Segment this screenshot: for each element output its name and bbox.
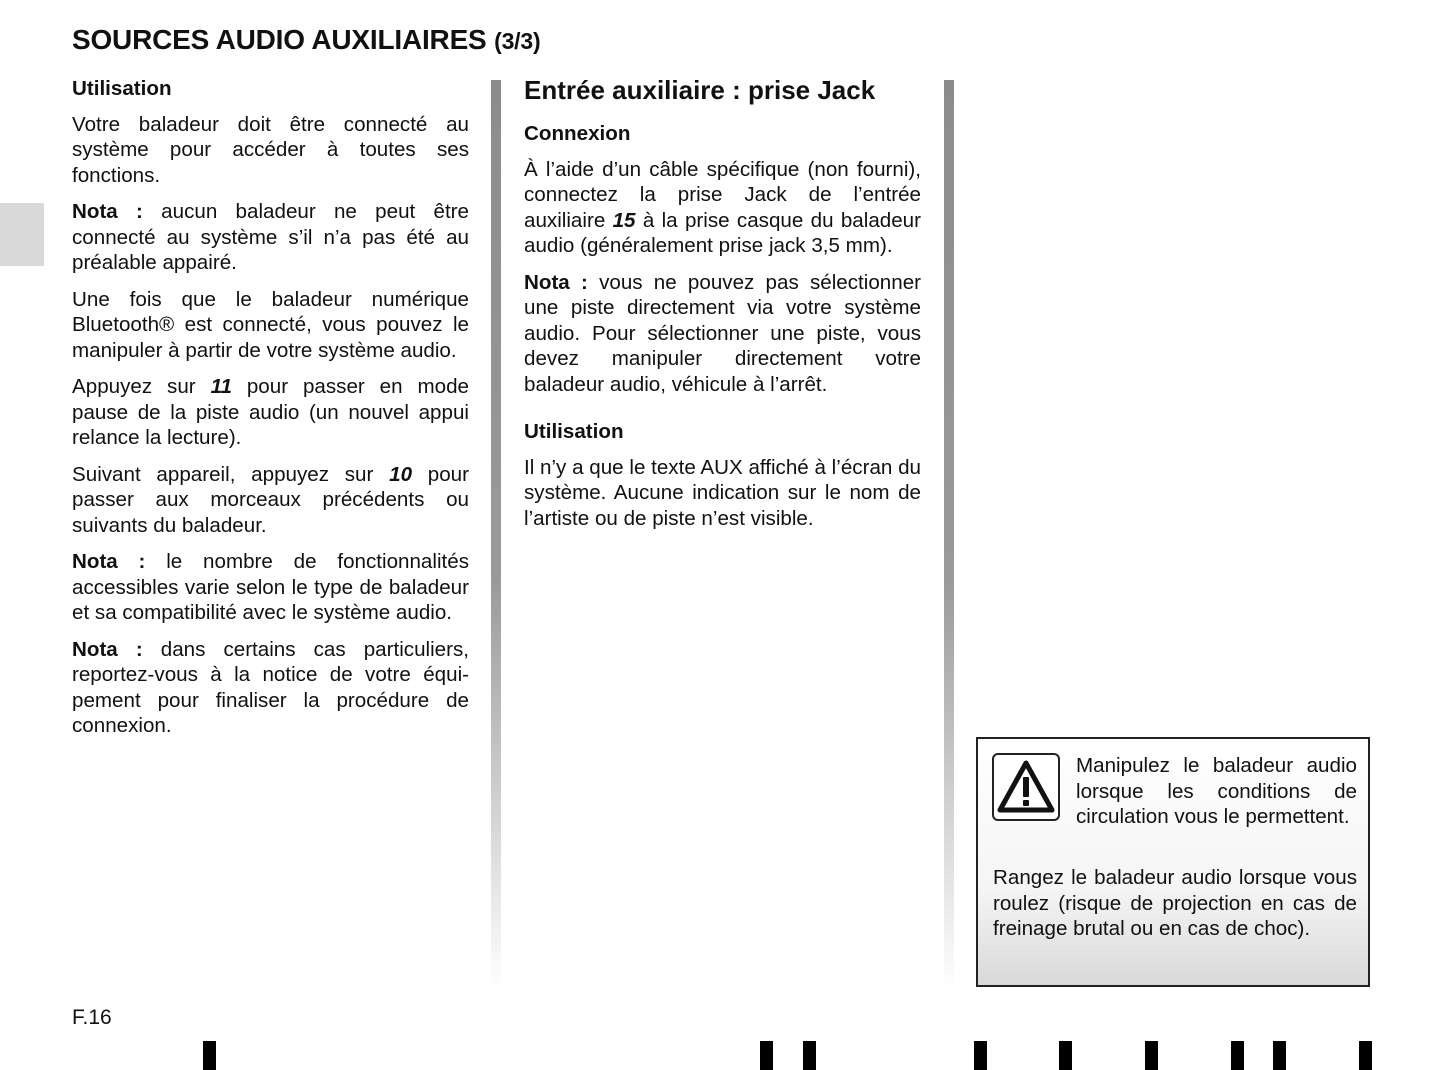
note-label: Nota : [72, 637, 143, 661]
section-heading-connexion: Connexion [524, 122, 631, 145]
text: à la prise casque du baladeur audio (généralement prise jack 3,5 mm). [524, 208, 921, 257]
page-title-suffix: (3/3) [494, 28, 541, 54]
note-label: Nota : [524, 270, 588, 294]
warning-box [976, 737, 1370, 987]
text: pour passer en mode pause de la piste audio (un nouvel appui relance la lecture). [72, 375, 469, 449]
note-text: dans certains cas particuliers, reportez-vous à la notice de votre équipement pour finaliser la procédure de connexion. [72, 637, 470, 737]
note-paragraph [524, 270, 921, 398]
crop-mark [203, 1041, 216, 1070]
warning-triangle-icon [992, 753, 1060, 821]
paragraph: Votre baladeur doit être connecté au système pour accéder à toutes ses fonctions. [72, 112, 469, 187]
note-paragraph [72, 199, 469, 276]
column-divider [491, 80, 501, 990]
crop-mark [1359, 1041, 1372, 1070]
left-column [72, 76, 469, 750]
note-label: Nota : [72, 550, 146, 573]
crop-mark [1273, 1041, 1286, 1070]
text: Suivant appareil, appuyez sur [72, 462, 390, 486]
paragraph [524, 157, 921, 259]
control-number: 10 [389, 462, 413, 486]
note-text: le nombre de fonctionnalités accessibles varie selon le type de baladeur et sa compatibilité avec le système audio. [72, 550, 470, 624]
note-text: aucun baladeur ne peut être connecté au système s’il n’a pas été au préalable appairé. [72, 200, 469, 274]
crop-mark [974, 1041, 987, 1070]
warning-text: Rangez le baladeur audio lorsque vous roulez (risque de projection en cas de freinage brutal ou en cas de choc). [993, 866, 1357, 940]
paragraph [72, 462, 469, 539]
middle-column [524, 75, 921, 542]
section-heading-utilisation: Utilisation [524, 420, 624, 443]
column-divider [944, 80, 954, 990]
crop-mark [1145, 1041, 1158, 1070]
chapter-tab [0, 203, 44, 266]
note-label: Nota : [72, 200, 143, 223]
crop-mark [760, 1041, 773, 1070]
control-number: 11 [210, 375, 232, 398]
text: Appuyez sur [72, 375, 211, 398]
note-text: vous ne pouvez pas sélectionner une piste directement via votre système audio. Pour sélectionner une piste, vous devez manipuler directement votre baladeur audio, véhicule à l’arrêt. [524, 270, 921, 396]
warning-text: Manipulez le baladeur audio lorsque les conditions de circulation vous le permettent. [1076, 754, 1357, 828]
section-heading-utilisation: Utilisation [72, 77, 172, 100]
section-title-aux-input: Entrée auxiliaire : prise Jack [524, 75, 876, 105]
page-number: F.16 [72, 1006, 112, 1029]
paragraph: Il n’y a que le texte AUX affiché à l’écran du système. Aucune indication sur le nom de l’artiste ou de piste n’est visible. [524, 455, 921, 530]
note-paragraph [72, 549, 469, 626]
crop-mark [1059, 1041, 1072, 1070]
paragraph [72, 374, 469, 451]
crop-mark [803, 1041, 816, 1070]
page-title-main: SOURCES AUDIO AUXILIAIRES [72, 24, 487, 55]
crop-mark [1231, 1041, 1244, 1070]
text: À l’aide d’un câble spécifique (non fourni), connectez la prise Jack de l’entrée auxiliaire [524, 157, 921, 232]
paragraph: Une fois que le baladeur numérique Bluetooth® est connecté, vous pouvez le manipuler à partir de votre système audio. [72, 287, 469, 362]
page-title [72, 24, 540, 56]
control-number: 15 [612, 208, 636, 232]
note-paragraph [72, 637, 469, 739]
text: pour passer aux morceaux précédents ou suivants du baladeur. [72, 462, 469, 537]
